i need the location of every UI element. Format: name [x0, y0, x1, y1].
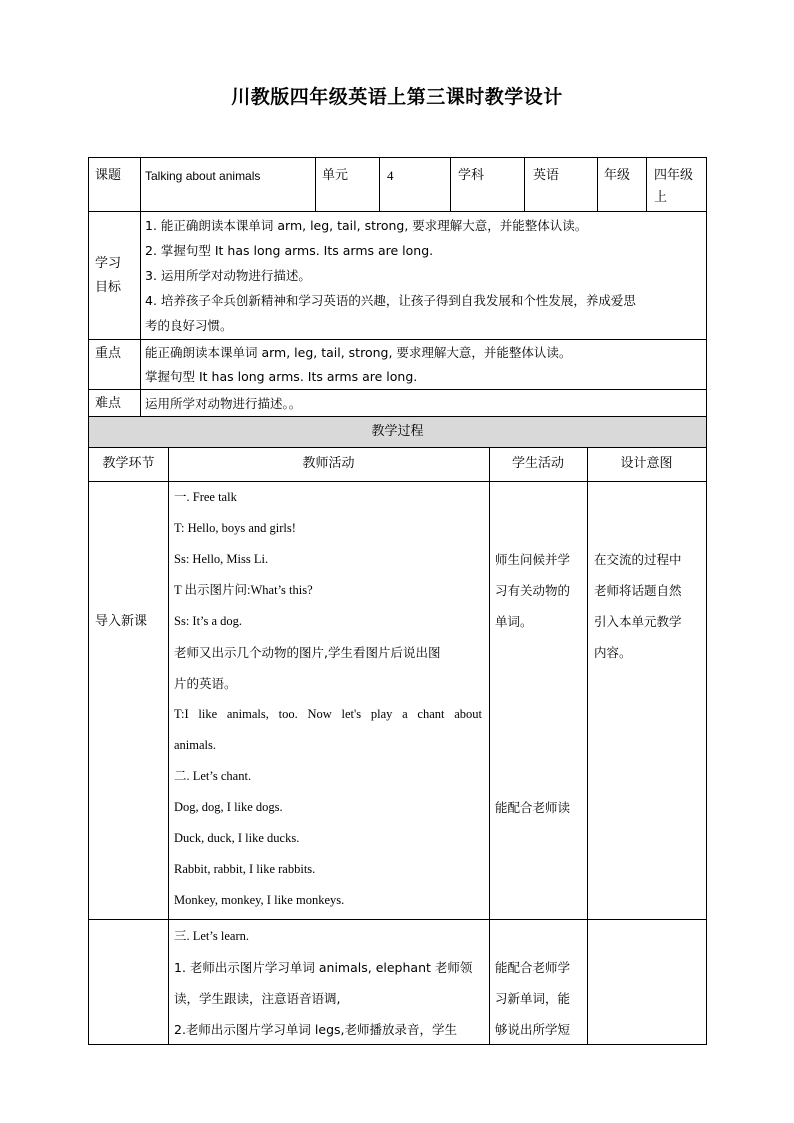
- objective-item: 考的良好习惯。: [145, 318, 233, 333]
- row-divider: [89, 389, 706, 390]
- col-divider: [140, 158, 141, 416]
- col-divider: [168, 447, 169, 1044]
- subject-label: 学科: [458, 168, 485, 183]
- teacher-line: Rabbit, rabbit, I like rabbits.: [174, 862, 316, 876]
- col-header-student: 学生活动: [511, 456, 564, 471]
- teacher-line: T 出示图片问:What’s this?: [174, 583, 313, 597]
- col-divider: [587, 447, 588, 1044]
- teacher-line: 老师又出示几个动物的图片,学生看图片后说出图: [174, 645, 441, 660]
- row-divider: [89, 416, 706, 417]
- col-header-teacher: 教师活动: [302, 456, 355, 471]
- teacher-line: Monkey, monkey, I like monkeys.: [174, 893, 345, 907]
- objective-item: 3. 运用所学对动物进行描述。: [145, 268, 311, 283]
- teacher-line: 读，学生跟读，注意语音语调,: [174, 991, 341, 1006]
- col-divider: [524, 158, 525, 211]
- col-divider: [450, 158, 451, 211]
- row-divider: [89, 919, 706, 920]
- grade-label: 年级: [604, 168, 631, 183]
- teacher-line: Duck, duck, I like ducks.: [174, 831, 300, 845]
- col-divider: [315, 158, 316, 211]
- grade-value-cont: 上: [654, 190, 668, 205]
- student-line: 习有关动物的: [495, 583, 571, 598]
- key-points-line: 掌握句型 It has long arms. Its arms are long.: [145, 369, 418, 384]
- col-divider: [646, 158, 647, 211]
- col-divider: [489, 447, 490, 1044]
- key-points-line: 能正确朗读本课单词 arm, leg, tail, strong, 要求理解大意，并能整体认读。: [145, 345, 572, 360]
- objective-item: 2. 掌握句型 It has long arms. Its arms are long.: [145, 243, 434, 258]
- teacher-line: 2.老师出示图片学习单词 legs,老师播放录音，学生: [174, 1022, 457, 1037]
- objective-item: 4. 培养孩子伞兵创新精神和学习英语的兴趣，让孩子得到自我发展和个性发展，养成爱思: [145, 293, 636, 308]
- col-divider: [379, 158, 380, 211]
- student-line: 够说出所学短: [495, 1022, 571, 1037]
- col-header-design: 设计意图: [620, 456, 673, 471]
- teacher-line: 一. Free talk: [174, 490, 237, 504]
- objectives-label: 学习: [95, 256, 122, 271]
- student-line: 习新单词，能: [495, 991, 571, 1006]
- teacher-line: T: Hello, boys and girls!: [174, 521, 296, 535]
- teacher-line: T:I like animals, too. Now let's play a chant about: [174, 707, 482, 721]
- design-line: 在交流的过程中: [594, 552, 682, 567]
- page-title: 川教版四年级英语上第三课时教学设计: [231, 86, 563, 108]
- col-header-stage: 教学环节: [102, 456, 155, 471]
- difficult-points-text: 运用所学对动物进行描述。。: [145, 396, 302, 411]
- objective-item: 1. 能正确朗读本课单词 arm, leg, tail, strong, 要求理解大意，并能整体认读。: [145, 218, 588, 233]
- student-line: 能配合老师读: [495, 800, 571, 815]
- subject-value: 英语: [533, 168, 560, 183]
- teacher-line: 三. Let’s learn.: [174, 929, 249, 943]
- process-header: 教学过程: [371, 424, 424, 439]
- teacher-line: 片的英语。: [174, 676, 237, 691]
- teacher-line: 二. Let’s chant.: [174, 769, 252, 783]
- lesson-label: 课题: [95, 168, 122, 183]
- row-divider: [89, 339, 706, 340]
- student-line: 能配合老师学: [495, 960, 571, 975]
- row-divider: [89, 211, 706, 212]
- teacher-line: Ss: Hello, Miss Li.: [174, 552, 269, 566]
- col-divider: [597, 158, 598, 211]
- teacher-line: animals.: [174, 738, 217, 752]
- student-line: 单词。: [495, 614, 533, 629]
- unit-value: 4: [387, 168, 394, 183]
- design-line: 引入本单元教学: [594, 614, 682, 629]
- design-line: 内容。: [594, 645, 632, 660]
- teacher-line: 1. 老师出示图片学习单词 animals, elephant 老师领: [174, 960, 473, 975]
- difficult-points-label: 难点: [95, 396, 122, 411]
- objectives-label-cont: 目标: [95, 280, 122, 295]
- key-points-label: 重点: [95, 346, 122, 361]
- grade-value: 四年级: [654, 168, 694, 183]
- student-line: 师生问候并学: [495, 552, 571, 567]
- stage-label: 导入新课: [95, 614, 148, 629]
- teacher-line: Dog, dog, I like dogs.: [174, 800, 283, 814]
- lesson-plan-table: [88, 157, 707, 1045]
- lesson-value: Talking about animals: [145, 169, 261, 183]
- teacher-line: Ss: It’s a dog.: [174, 614, 243, 628]
- unit-label: 单元: [322, 168, 349, 183]
- row-divider: [89, 447, 706, 448]
- design-line: 老师将话题自然: [594, 583, 682, 598]
